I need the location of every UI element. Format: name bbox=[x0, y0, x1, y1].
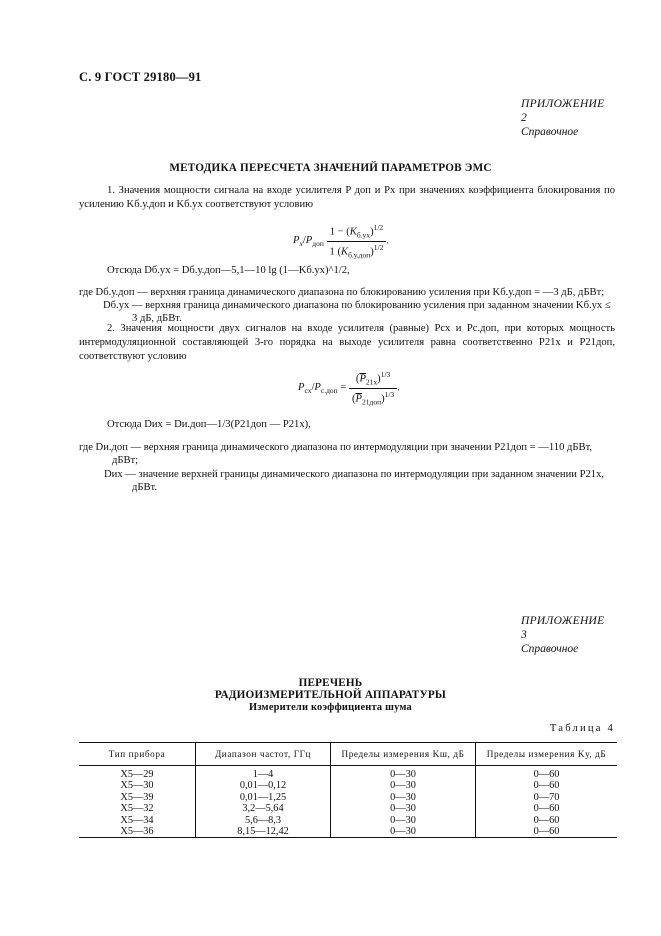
table-row bbox=[79, 766, 617, 781]
table-row bbox=[79, 780, 617, 791]
table-cell: 0—30 bbox=[331, 826, 476, 838]
appendix-2-title: МЕТОДИКА ПЕРЕСЧЕТА ЗНАЧЕНИЙ ПАРАМЕТРОВ ЭМС bbox=[169, 162, 492, 174]
paragraph-2 bbox=[79, 322, 615, 364]
table-cell: 3,2—5,64 bbox=[196, 803, 331, 814]
definition-3-text: где Dи.доп — верхняя граница динамического диапазона по интермодуляции при значении P21доп = —110 дБВт, дБВт; bbox=[79, 442, 593, 466]
hence-2-text: Отсюда Dих = Dи.доп—1/3(P21доп — P21х), bbox=[107, 419, 311, 430]
table-cell: 0,01—1,25 bbox=[196, 792, 331, 803]
definition-3 bbox=[79, 441, 615, 467]
appendix-3-label-block bbox=[521, 614, 609, 656]
table-cell: Х5—34 bbox=[120, 814, 154, 826]
table-cell: 0—30 bbox=[331, 780, 476, 791]
column-header-ky: Пределы измерения Kу, дБ bbox=[476, 743, 618, 766]
paragraph-1 bbox=[79, 184, 615, 212]
table-cell: Х5—32 bbox=[120, 803, 154, 815]
appendix-2-note: Справочное bbox=[521, 126, 579, 138]
table-cell: 0—70 bbox=[476, 792, 618, 803]
table-cell: 0—60 bbox=[476, 780, 618, 791]
paragraph-2-text: 2. Значения мощности двух сигналов на входе усилителя (равные) Pсх и Pс.доп, при которых мощность интермодуляционной составляющей 3-го порядка на выходе усилителя равна соответственно P21х и P21доп, соответствуют условию bbox=[79, 323, 615, 362]
table-row bbox=[79, 803, 617, 814]
table-cell: 0—60 bbox=[476, 815, 618, 826]
page-header: С. 9 ГОСТ 29180—91 bbox=[79, 70, 202, 84]
hence-1 bbox=[79, 264, 615, 278]
appendix-3-note: Справочное bbox=[521, 643, 579, 655]
appendix-3-subtitle: Измерители коэффициента шума bbox=[249, 702, 412, 713]
table-cell: Х5—36 bbox=[79, 826, 196, 838]
appendix-3-title bbox=[0, 677, 661, 701]
definition-4-text: Dих — значение верхней границы динамического диапазона по интермодуляции при заданном значении P21х, дБВт. bbox=[104, 469, 605, 493]
definition-2-text: Dб.ух — верхняя граница динамического диапазона по блокированию усиления при заданном значении Kб.ух ≤ 3 дБ, дБВт. bbox=[103, 300, 611, 324]
definition-1 bbox=[79, 286, 615, 299]
appendix-2-label: ПРИЛОЖЕНИЕ 2 bbox=[521, 98, 605, 124]
table-cell: 0,01—0,12 bbox=[196, 780, 331, 791]
table-cell: 0—60 bbox=[476, 766, 618, 781]
table-cell: 0—30 bbox=[331, 803, 476, 814]
column-header-type: Тип прибора bbox=[79, 743, 196, 766]
table-cell: Х5—29 bbox=[120, 769, 154, 780]
table-cell: 1—4 bbox=[196, 766, 331, 781]
table-caption: Таблица 4 bbox=[549, 723, 615, 734]
formula-2: $P_{сх}/P_{с.доп}$ = $\frac{(\overline{P}_{21х})^{1/3}}{(\overline{P}_{21доп})^{1/3}}$ . bbox=[298, 370, 400, 407]
hence-2 bbox=[79, 418, 615, 432]
table-cell: 0—60 bbox=[476, 826, 618, 838]
appendix-3-title-line-2: РАДИОИЗМЕРИТЕЛЬНОЙ АППАРАТУРЫ bbox=[214, 689, 447, 701]
table-row bbox=[79, 826, 617, 838]
definition-1-text: где Dб.у.доп — верхняя граница динамического диапазона по блокированию усиления при Kб.у.доп = —3 дБ, дБВт; bbox=[79, 287, 605, 298]
appendix-2-label-block bbox=[521, 97, 609, 139]
hence-1-text: Отсюда Dб.ух = Dб.у.доп—5,1—10 lg (1—Kб.ух)^1/2, bbox=[107, 265, 350, 276]
appendix-3-label: ПРИЛОЖЕНИЕ 3 bbox=[521, 615, 605, 641]
column-header-frequency: Диапазон частот, ГГц bbox=[196, 743, 331, 766]
instruments-table bbox=[79, 742, 617, 838]
table-cell: 8,15—12,42 bbox=[196, 826, 331, 838]
paragraph-1-text: 1. Значения мощности сигнала на входе усилителя P доп и Px при значениях коэффициента блокирования по усилению Kб.у.доп и Kб.ух соответствуют условию bbox=[79, 185, 615, 210]
definition-4 bbox=[104, 468, 615, 494]
table-header-row bbox=[79, 743, 617, 766]
appendix-3-title-line-1: ПЕРЕЧЕНЬ bbox=[298, 677, 363, 689]
table-cell: 0—30 bbox=[331, 792, 476, 803]
table-cell: Х5—39 bbox=[120, 791, 154, 803]
table-body bbox=[79, 766, 617, 838]
table-cell: 5,6—8,3 bbox=[196, 815, 331, 826]
table-row bbox=[79, 815, 617, 826]
table-cell: 0—30 bbox=[331, 766, 476, 781]
formula-1: $P_x/P_{доп}$ $\frac{1 - (K_{б.ух})^{1/2}}{1 (K_{б.у.доп})^{1/2}}$ . bbox=[293, 223, 390, 260]
table-row bbox=[79, 792, 617, 803]
table-cell: 0—30 bbox=[331, 815, 476, 826]
column-header-kn: Пределы измерения Kш, дБ bbox=[331, 743, 476, 766]
table-cell: Х5—30 bbox=[120, 780, 154, 792]
table-cell: 0—60 bbox=[476, 803, 618, 814]
